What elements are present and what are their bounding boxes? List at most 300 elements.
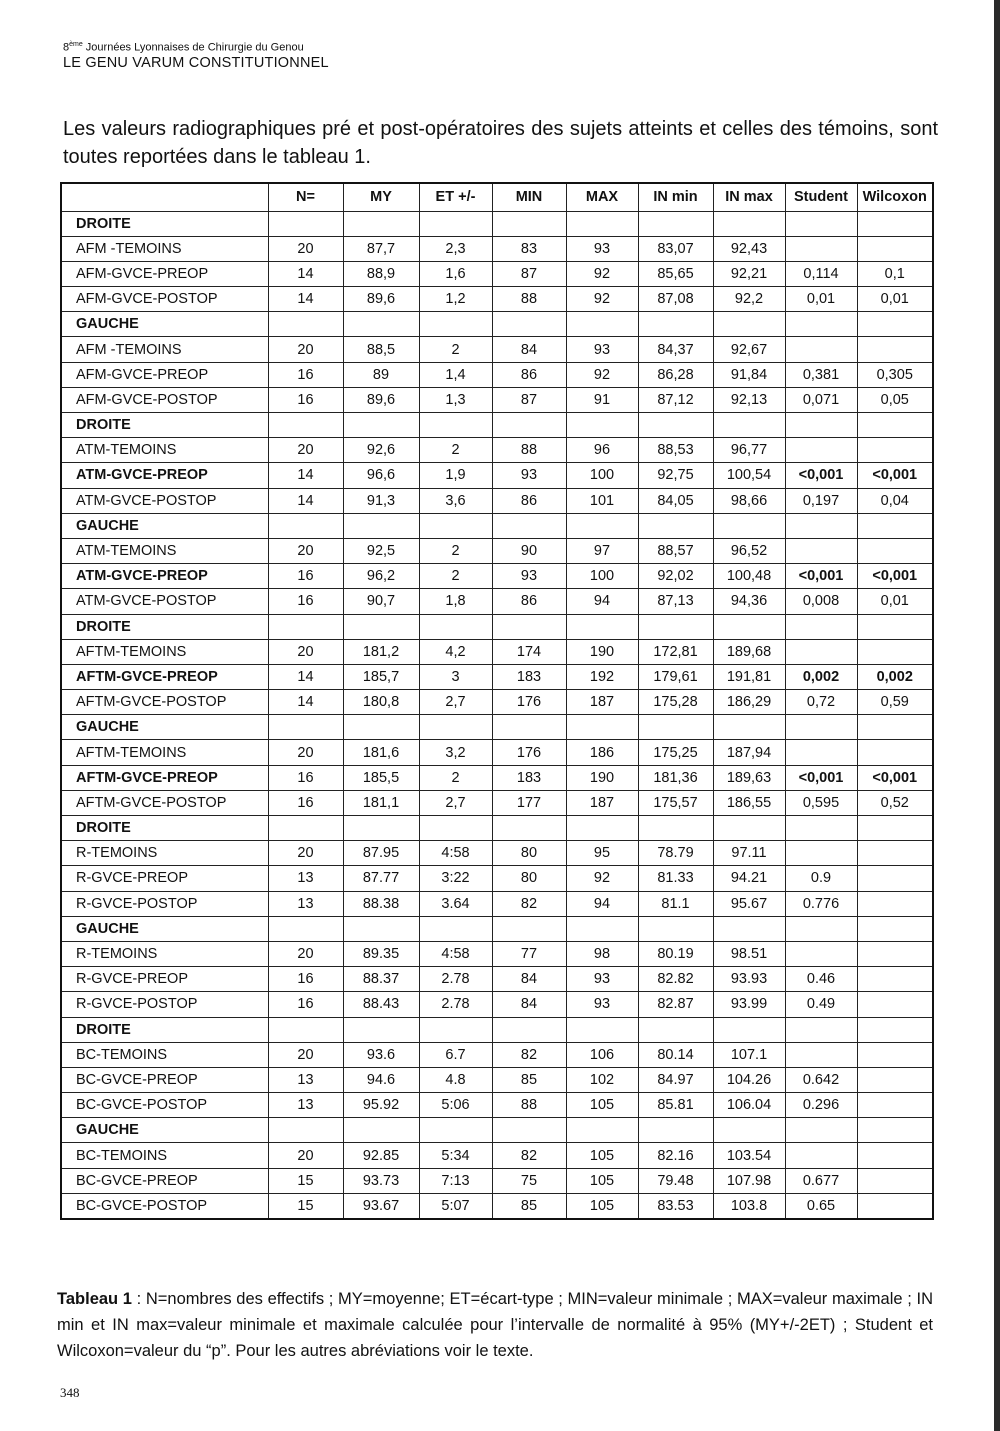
table-cell <box>419 614 492 639</box>
table-cell: 101 <box>566 488 638 513</box>
section-row <box>61 211 933 236</box>
table-cell: 16 <box>268 790 343 815</box>
table-cell: 175,28 <box>638 690 713 715</box>
table-cell <box>785 916 857 941</box>
row-label: DROITE <box>61 1017 268 1042</box>
table-row <box>61 1067 933 1092</box>
table-cell: <0,001 <box>857 463 933 488</box>
table-cell: 2,7 <box>419 690 492 715</box>
table-cell <box>268 513 343 538</box>
table-cell: 92 <box>566 287 638 312</box>
table-cell: 105 <box>566 1093 638 1118</box>
table-cell: 90,7 <box>343 589 419 614</box>
row-label: AFTM-TEMOINS <box>61 740 268 765</box>
table-cell: 98.51 <box>713 941 785 966</box>
table-cell: 187 <box>566 790 638 815</box>
table-cell: 6.7 <box>419 1042 492 1067</box>
column-header: IN max <box>713 183 785 211</box>
column-header: IN min <box>638 183 713 211</box>
row-label: AFTM-GVCE-PREOP <box>61 765 268 790</box>
table-cell: 20 <box>268 841 343 866</box>
table-cell: 3.64 <box>419 891 492 916</box>
table-cell: 88.38 <box>343 891 419 916</box>
table-cell: 0.642 <box>785 1067 857 1092</box>
table-cell <box>713 312 785 337</box>
table-cell <box>857 538 933 563</box>
table-cell: 0,071 <box>785 387 857 412</box>
table-cell: 75 <box>492 1168 566 1193</box>
table-cell <box>343 816 419 841</box>
row-label: GAUCHE <box>61 312 268 337</box>
section-row <box>61 1017 933 1042</box>
table-cell <box>268 916 343 941</box>
scan-edge <box>994 0 1000 1431</box>
table-cell <box>857 1168 933 1193</box>
results-table-container <box>60 182 934 1220</box>
table-cell <box>785 312 857 337</box>
table-cell <box>785 538 857 563</box>
table-cell: 187 <box>566 690 638 715</box>
table-cell <box>857 967 933 992</box>
table-cell: <0,001 <box>785 463 857 488</box>
row-label: ATM-GVCE-PREOP <box>61 564 268 589</box>
table-cell <box>268 211 343 236</box>
row-label: AFM-GVCE-POSTOP <box>61 287 268 312</box>
table-cell: 185,7 <box>343 664 419 689</box>
table-cell <box>857 1118 933 1143</box>
table-cell <box>268 312 343 337</box>
table-cell: 88,5 <box>343 337 419 362</box>
table-cell: 2.78 <box>419 992 492 1017</box>
table-cell: 92,67 <box>713 337 785 362</box>
table-cell: 92 <box>566 866 638 891</box>
table-cell <box>638 1017 713 1042</box>
column-header <box>61 183 268 211</box>
table-cell: 88,53 <box>638 438 713 463</box>
table-cell: 93.73 <box>343 1168 419 1193</box>
table-cell: 186 <box>566 740 638 765</box>
table-cell: 87,13 <box>638 589 713 614</box>
table-cell: 181,6 <box>343 740 419 765</box>
table-cell <box>857 312 933 337</box>
row-label: AFM-GVCE-PREOP <box>61 362 268 387</box>
table-cell <box>785 413 857 438</box>
table-cell <box>492 715 566 740</box>
table-cell: 85 <box>492 1067 566 1092</box>
table-cell: 20 <box>268 438 343 463</box>
row-label: ATM-GVCE-PREOP <box>61 463 268 488</box>
table-cell: 106.04 <box>713 1093 785 1118</box>
page-number: 348 <box>60 1385 80 1400</box>
table-cell <box>343 715 419 740</box>
table-row <box>61 236 933 261</box>
table-cell: 13 <box>268 1093 343 1118</box>
table-cell: 95.92 <box>343 1093 419 1118</box>
table-row <box>61 538 933 563</box>
table-cell: 103.8 <box>713 1193 785 1218</box>
table-cell: 0,114 <box>785 261 857 286</box>
table-cell: 91,84 <box>713 362 785 387</box>
table-cell: 20 <box>268 337 343 362</box>
table-cell: 1,8 <box>419 589 492 614</box>
row-label: R-GVCE-PREOP <box>61 967 268 992</box>
section-row <box>61 816 933 841</box>
table-cell: 80.19 <box>638 941 713 966</box>
table-cell: 2 <box>419 765 492 790</box>
row-label: AFTM-GVCE-POSTOP <box>61 790 268 815</box>
table-cell <box>857 816 933 841</box>
table-cell: 82.87 <box>638 992 713 1017</box>
table-cell: 183 <box>492 765 566 790</box>
table-cell: 174 <box>492 639 566 664</box>
table-cell: 7:13 <box>419 1168 492 1193</box>
table-cell: 13 <box>268 866 343 891</box>
table-cell <box>785 639 857 664</box>
table-cell: 92.85 <box>343 1143 419 1168</box>
table-cell <box>785 438 857 463</box>
table-cell <box>713 413 785 438</box>
table-cell: 81.33 <box>638 866 713 891</box>
row-label: AFTM-GVCE-POSTOP <box>61 690 268 715</box>
table-row <box>61 488 933 513</box>
table-cell: 20 <box>268 236 343 261</box>
table-cell: 0,002 <box>857 664 933 689</box>
table-cell: 89,6 <box>343 287 419 312</box>
table-cell <box>419 211 492 236</box>
table-cell <box>343 413 419 438</box>
table-cell: 88.43 <box>343 992 419 1017</box>
table-cell: 86 <box>492 362 566 387</box>
table-cell: 92,6 <box>343 438 419 463</box>
table-row <box>61 463 933 488</box>
table-cell: 0,381 <box>785 362 857 387</box>
table-caption <box>57 1286 933 1364</box>
table-cell <box>638 614 713 639</box>
table-cell: 13 <box>268 1067 343 1092</box>
row-label: GAUCHE <box>61 1118 268 1143</box>
table-cell <box>492 1017 566 1042</box>
table-cell: 88.37 <box>343 967 419 992</box>
table-cell: 187,94 <box>713 740 785 765</box>
table-cell <box>419 413 492 438</box>
table-cell: 82 <box>492 1143 566 1168</box>
table-cell: 84 <box>492 992 566 1017</box>
table-cell: 5:34 <box>419 1143 492 1168</box>
table-cell <box>268 614 343 639</box>
section-row <box>61 312 933 337</box>
table-cell: 190 <box>566 765 638 790</box>
table-cell <box>785 841 857 866</box>
table-cell: 105 <box>566 1193 638 1218</box>
table-cell: 87,12 <box>638 387 713 412</box>
table-cell: 4:58 <box>419 841 492 866</box>
table-cell: 4.8 <box>419 1067 492 1092</box>
column-header: MAX <box>566 183 638 211</box>
table-cell <box>713 1017 785 1042</box>
table-cell: 0,04 <box>857 488 933 513</box>
table-cell: 94 <box>566 589 638 614</box>
table-cell: 3,6 <box>419 488 492 513</box>
table-cell <box>857 614 933 639</box>
table-row <box>61 438 933 463</box>
table-cell <box>785 715 857 740</box>
table-header-row <box>61 183 933 211</box>
table-cell <box>343 916 419 941</box>
table-cell <box>566 614 638 639</box>
table-cell: 96 <box>566 438 638 463</box>
table-cell <box>492 312 566 337</box>
table-cell <box>566 211 638 236</box>
table-cell: 190 <box>566 639 638 664</box>
table-cell: 183 <box>492 664 566 689</box>
table-cell: 95 <box>566 841 638 866</box>
table-cell: 0,01 <box>857 287 933 312</box>
table-cell: 92 <box>566 261 638 286</box>
table-cell: 0,305 <box>857 362 933 387</box>
table-cell <box>492 1118 566 1143</box>
table-cell: 191,81 <box>713 664 785 689</box>
row-label: BC-TEMOINS <box>61 1042 268 1067</box>
table-row <box>61 790 933 815</box>
table-cell <box>713 816 785 841</box>
table-cell: 4,2 <box>419 639 492 664</box>
row-label: AFM-GVCE-PREOP <box>61 261 268 286</box>
table-cell: 105 <box>566 1143 638 1168</box>
table-cell: 16 <box>268 992 343 1017</box>
table-cell: 2.78 <box>419 967 492 992</box>
table-cell: 93 <box>566 236 638 261</box>
table-cell <box>566 715 638 740</box>
table-cell <box>857 211 933 236</box>
conference-title <box>63 38 329 55</box>
table-cell: 1,9 <box>419 463 492 488</box>
table-cell: 186,55 <box>713 790 785 815</box>
table-cell: 83 <box>492 236 566 261</box>
table-cell: 5:07 <box>419 1193 492 1218</box>
table-cell: 0,002 <box>785 664 857 689</box>
table-cell: 92,5 <box>343 538 419 563</box>
table-row <box>61 967 933 992</box>
row-label: DROITE <box>61 211 268 236</box>
table-cell: 104.26 <box>713 1067 785 1092</box>
row-label: BC-GVCE-PREOP <box>61 1067 268 1092</box>
table-cell: 0.46 <box>785 967 857 992</box>
table-cell: 177 <box>492 790 566 815</box>
column-header: MIN <box>492 183 566 211</box>
table-row <box>61 690 933 715</box>
table-cell: 88,57 <box>638 538 713 563</box>
table-cell: 88 <box>492 287 566 312</box>
table-cell: 94.21 <box>713 866 785 891</box>
table-cell: 97 <box>566 538 638 563</box>
table-cell: 86 <box>492 589 566 614</box>
table-cell: 4:58 <box>419 941 492 966</box>
table-cell: 16 <box>268 967 343 992</box>
table-cell: 103.54 <box>713 1143 785 1168</box>
table-cell <box>492 614 566 639</box>
table-cell: 87.95 <box>343 841 419 866</box>
row-label: GAUCHE <box>61 715 268 740</box>
row-label: DROITE <box>61 413 268 438</box>
table-cell: 94.6 <box>343 1067 419 1092</box>
table-cell <box>419 1118 492 1143</box>
table-cell <box>343 211 419 236</box>
table-cell <box>419 715 492 740</box>
table-cell <box>419 816 492 841</box>
row-label: AFM -TEMOINS <box>61 236 268 261</box>
table-cell: 176 <box>492 740 566 765</box>
table-cell <box>566 312 638 337</box>
table-cell: 107.1 <box>713 1042 785 1067</box>
table-cell: 87,7 <box>343 236 419 261</box>
table-row <box>61 387 933 412</box>
table-cell: 176 <box>492 690 566 715</box>
table-cell <box>785 211 857 236</box>
table-cell <box>785 740 857 765</box>
table-cell: 0,008 <box>785 589 857 614</box>
table-body <box>61 211 933 1219</box>
table-cell <box>857 992 933 1017</box>
table-cell: 14 <box>268 287 343 312</box>
table-cell: 93.67 <box>343 1193 419 1218</box>
table-cell: 89.35 <box>343 941 419 966</box>
conference-ordinal-suffix: ème <box>69 41 83 48</box>
table-cell: 82.82 <box>638 967 713 992</box>
table-cell: 96,77 <box>713 438 785 463</box>
table-cell <box>713 211 785 236</box>
table-cell: 88 <box>492 438 566 463</box>
table-cell: 95.67 <box>713 891 785 916</box>
row-label: R-GVCE-POSTOP <box>61 992 268 1017</box>
table-cell <box>857 337 933 362</box>
row-label: DROITE <box>61 816 268 841</box>
table-cell: 88,9 <box>343 261 419 286</box>
table-row <box>61 841 933 866</box>
table-cell: 0.9 <box>785 866 857 891</box>
table-cell: 2 <box>419 538 492 563</box>
table-cell: 86 <box>492 488 566 513</box>
table-cell: 92,13 <box>713 387 785 412</box>
table-cell: <0,001 <box>857 765 933 790</box>
table-cell: 20 <box>268 538 343 563</box>
table-cell: 82 <box>492 891 566 916</box>
table-cell: 1,2 <box>419 287 492 312</box>
table-cell <box>857 866 933 891</box>
table-row <box>61 1042 933 1067</box>
table-cell <box>638 1118 713 1143</box>
row-label: R-GVCE-PREOP <box>61 866 268 891</box>
table-row <box>61 891 933 916</box>
table-cell: 92,75 <box>638 463 713 488</box>
table-cell: 20 <box>268 639 343 664</box>
table-cell: 181,2 <box>343 639 419 664</box>
table-row <box>61 589 933 614</box>
table-cell: 0,1 <box>857 261 933 286</box>
table-cell <box>638 816 713 841</box>
table-cell: 82.16 <box>638 1143 713 1168</box>
table-cell: 81.1 <box>638 891 713 916</box>
section-row <box>61 715 933 740</box>
conference-ordinal: 8 <box>63 41 70 54</box>
table-row <box>61 765 933 790</box>
table-cell: 84,37 <box>638 337 713 362</box>
row-label: BC-TEMOINS <box>61 1143 268 1168</box>
table-cell: 2,3 <box>419 236 492 261</box>
table-cell: <0,001 <box>785 765 857 790</box>
table-cell: 88 <box>492 1093 566 1118</box>
table-row <box>61 1168 933 1193</box>
table-cell: 93.6 <box>343 1042 419 1067</box>
table-cell: 100 <box>566 564 638 589</box>
table-cell: 87.77 <box>343 866 419 891</box>
table-row <box>61 740 933 765</box>
table-cell: 0.296 <box>785 1093 857 1118</box>
table-cell <box>713 614 785 639</box>
table-cell: 92 <box>566 362 638 387</box>
row-label: AFM -TEMOINS <box>61 337 268 362</box>
table-cell: 0.65 <box>785 1193 857 1218</box>
table-cell <box>492 916 566 941</box>
table-cell: 87,08 <box>638 287 713 312</box>
table-cell: 20 <box>268 941 343 966</box>
table-cell: 83,07 <box>638 236 713 261</box>
table-cell: 15 <box>268 1193 343 1218</box>
table-cell <box>857 1143 933 1168</box>
table-cell: 96,6 <box>343 463 419 488</box>
table-cell: 14 <box>268 488 343 513</box>
table-cell: 94 <box>566 891 638 916</box>
table-cell <box>857 1017 933 1042</box>
table-cell <box>419 513 492 538</box>
table-cell <box>638 513 713 538</box>
table-cell: <0,001 <box>857 564 933 589</box>
table-cell: 3:22 <box>419 866 492 891</box>
table-cell <box>638 211 713 236</box>
table-cell: 189,63 <box>713 765 785 790</box>
table-cell: 98 <box>566 941 638 966</box>
table-cell <box>638 312 713 337</box>
table-cell: <0,001 <box>785 564 857 589</box>
table-cell <box>785 816 857 841</box>
table-cell: 89 <box>343 362 419 387</box>
table-cell: 16 <box>268 362 343 387</box>
table-cell: 102 <box>566 1067 638 1092</box>
table-cell: 84.97 <box>638 1067 713 1092</box>
table-cell: 93 <box>492 564 566 589</box>
table-cell: 78.79 <box>638 841 713 866</box>
table-cell <box>785 1042 857 1067</box>
table-cell: 1,3 <box>419 387 492 412</box>
row-label: AFTM-GVCE-PREOP <box>61 664 268 689</box>
table-cell <box>857 841 933 866</box>
table-cell <box>857 740 933 765</box>
table-cell: 0.776 <box>785 891 857 916</box>
table-cell: 93 <box>492 463 566 488</box>
section-row <box>61 614 933 639</box>
table-cell <box>713 916 785 941</box>
row-label: ATM-GVCE-POSTOP <box>61 488 268 513</box>
table-cell: 96,2 <box>343 564 419 589</box>
table-cell <box>785 513 857 538</box>
table-cell: 92,02 <box>638 564 713 589</box>
table-cell: 14 <box>268 463 343 488</box>
table-cell: 14 <box>268 261 343 286</box>
table-cell: 83.53 <box>638 1193 713 1218</box>
table-cell <box>566 916 638 941</box>
table-cell: 180,8 <box>343 690 419 715</box>
table-cell <box>492 211 566 236</box>
table-row <box>61 866 933 891</box>
